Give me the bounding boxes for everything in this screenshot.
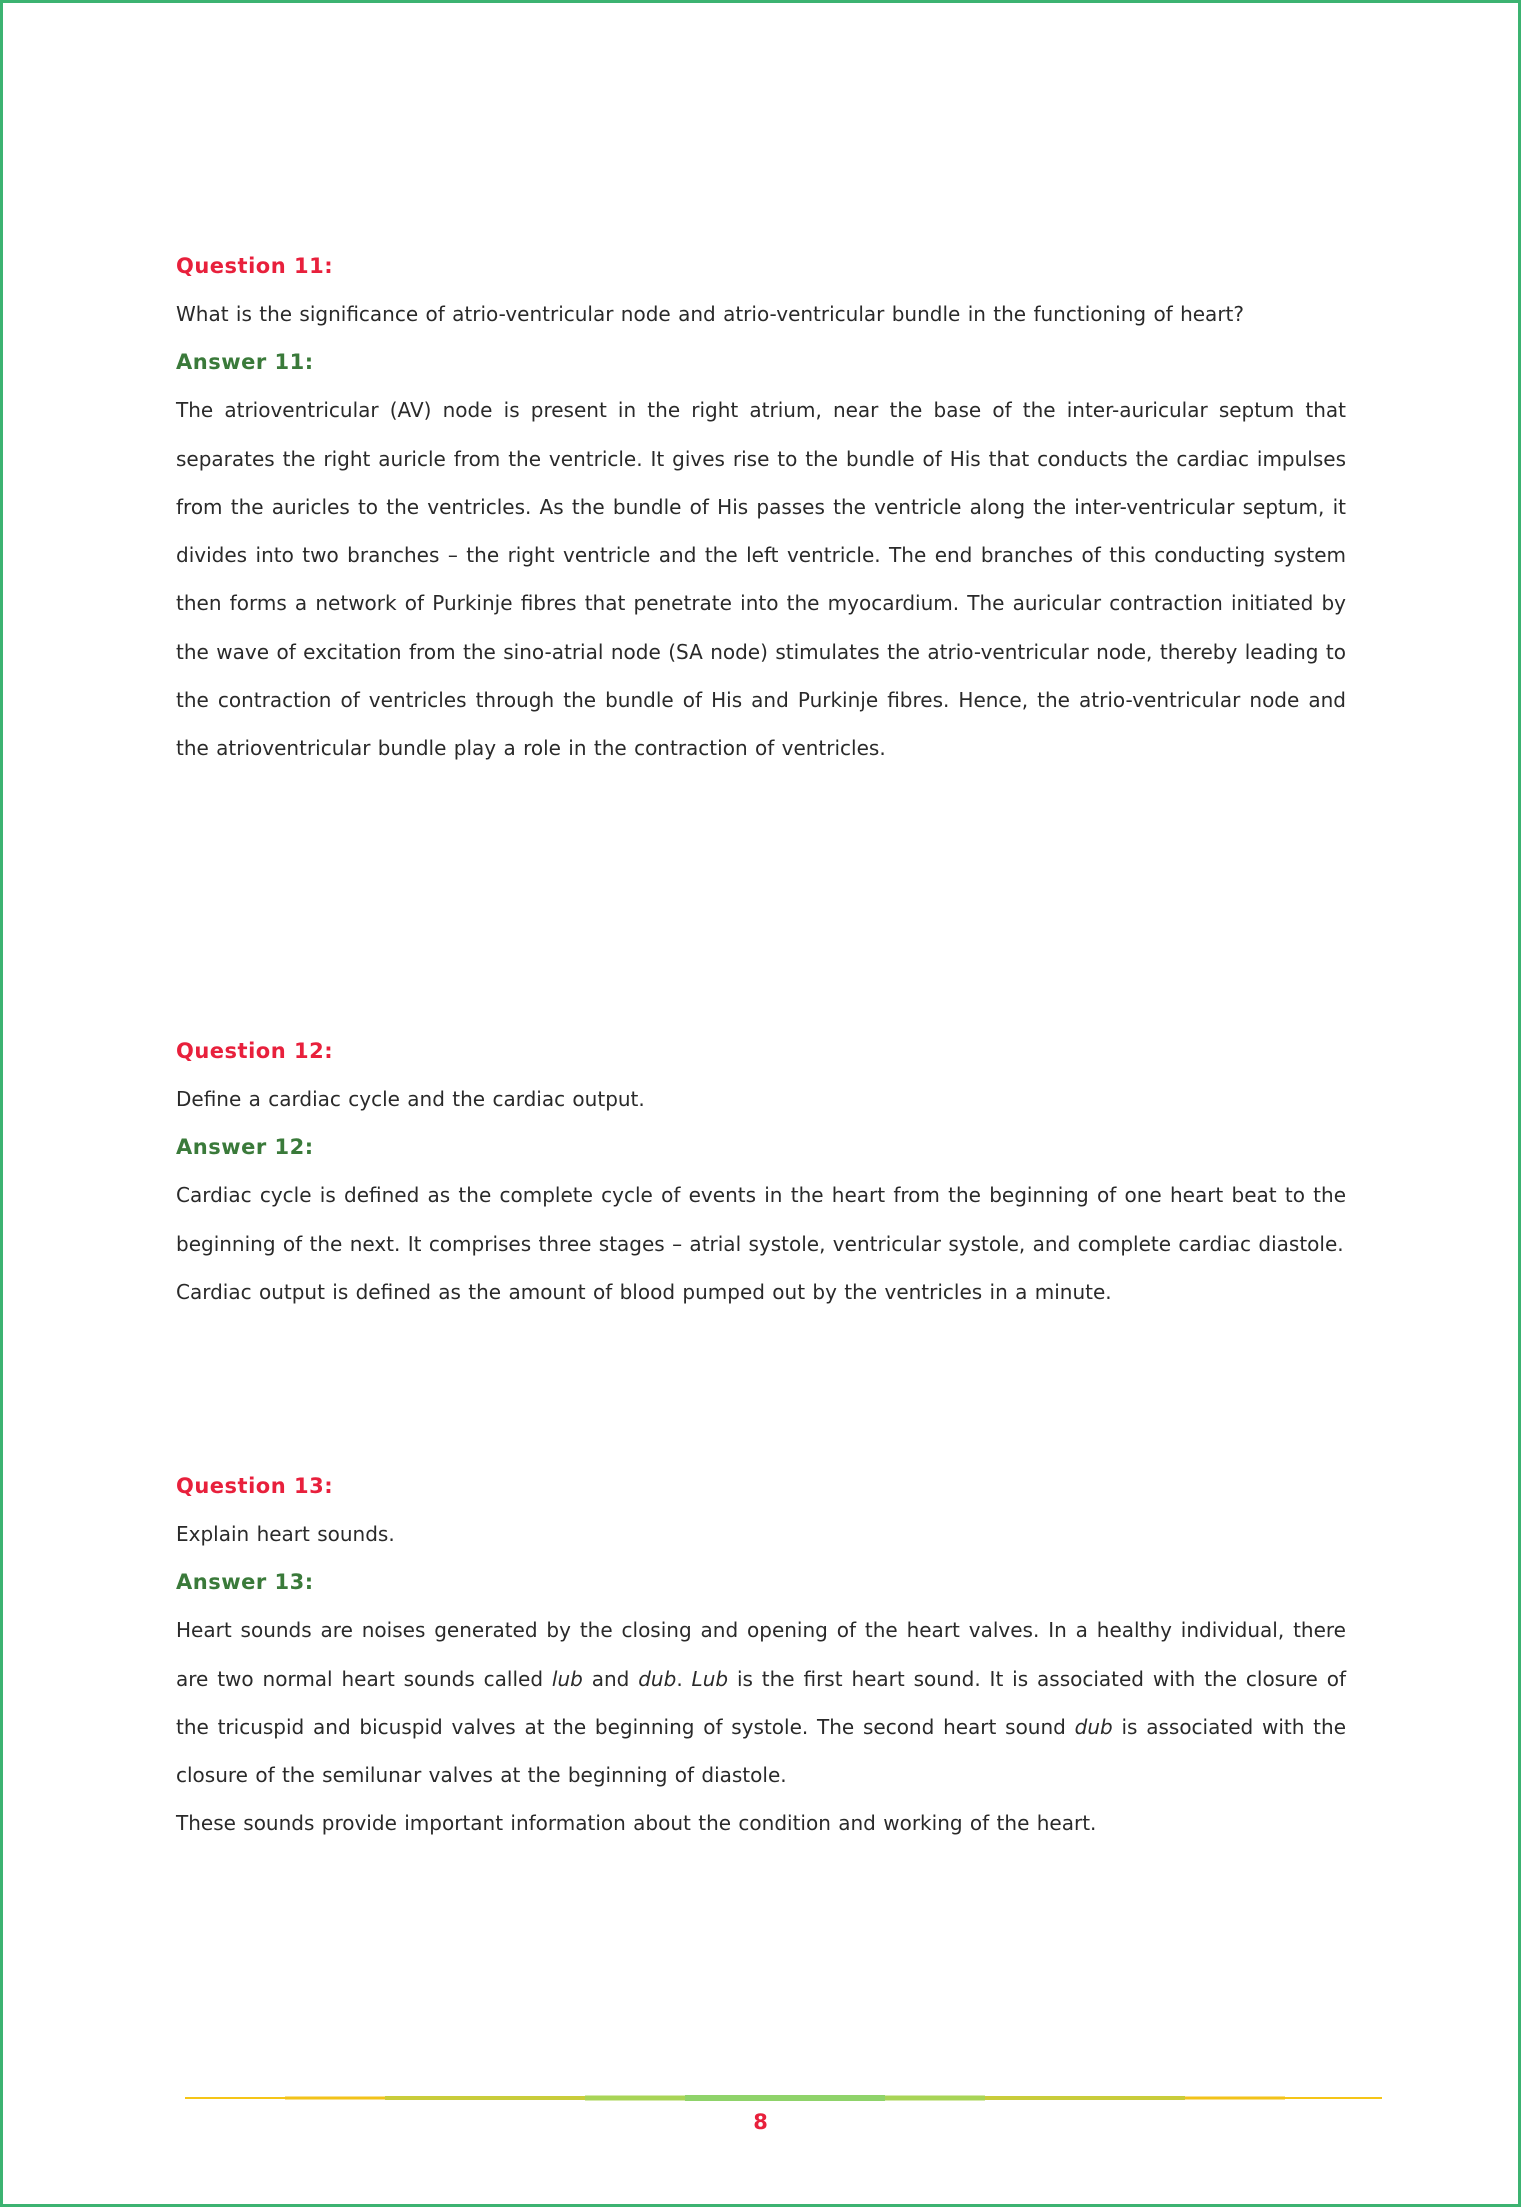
term-lub-capital: Lub <box>691 1666 729 1691</box>
question-11-text: What is the significance of atrio-ventricular node and atrio-ventricular bundle in the functioning of heart? <box>176 302 1244 326</box>
text-segment: is associated with the closure of the semilunar valves at the beginning of diastole. <box>176 1714 1346 1788</box>
question-11-label: Question 11: <box>176 254 334 278</box>
question-13-text: Explain heart sounds. <box>176 1522 395 1546</box>
answer-12-paragraph-1: Cardiac cycle is defined as the complete cycle of events in the heart from the beginning of one heart beat to the beginning of the next. It comprises three stages – atrial systole, ventricular systole, and complete cardiac diastole. <box>176 1183 1346 1256</box>
answer-13-label: Answer 13: <box>176 1570 314 1595</box>
footer-rule <box>185 2094 1382 2102</box>
text-segment: is the first heart sound. It is associated with the closure of the tricuspid and bicuspid valves at the beginning of systole. The second heart sound <box>176 1666 1347 1739</box>
term-dub: dub <box>638 1666 677 1691</box>
text-segment: and <box>582 1666 639 1691</box>
question-11-section <box>176 242 1346 773</box>
question-12-label: Question 12: <box>176 1039 334 1063</box>
text-segment: . <box>676 1666 692 1691</box>
question-12-section <box>176 1027 1346 1316</box>
answer-13-paragraph-2: These sounds provide important information about the condition and working of the heart. <box>176 1811 1097 1836</box>
text-segment: Heart sounds are noises generated by the closing and opening of the heart valves. In a healthy individual, there are two normal heart sounds called <box>176 1618 1346 1691</box>
answer-12-paragraph-2: Cardiac output is defined as the amount of blood pumped out by the ventricles in a minute. <box>176 1279 1112 1304</box>
term-lub: lub <box>551 1666 583 1691</box>
answer-13-paragraph-1 <box>176 1606 1346 1799</box>
question-13-section <box>176 1462 1346 1848</box>
question-13-label: Question 13: <box>176 1474 334 1498</box>
answer-12-label: Answer 12: <box>176 1135 314 1160</box>
question-12-text: Define a cardiac cycle and the cardiac output. <box>176 1087 645 1111</box>
answer-11-label: Answer 11: <box>176 350 314 375</box>
answer-11-text: The atrioventricular (AV) node is present in the right atrium, near the base of the inter-auricular septum that separates the right auricle from the ventricle. It gives rise to the bundle of His that conducts the cardiac impulses from the auricles to the ventricles. As the bundle of His passes the ventricle along the inter-ventricular septum, it divides into two branches – the right ventricle and the left ventricle. The end branches of this conducting system then forms a network of Purkinje fibres that penetrate into the myocardium. The auricular contraction initiated by the wave of excitation from the sino-atrial node (SA node) stimulates the atrio-ventricular node, thereby leading to the contraction of ventricles through the bundle of His and Purkinje fibres. Hence, the atrio-ventricular node and the atrioventricular bundle play a role in the contraction of ventricles. <box>176 398 1346 761</box>
term-dub: dub <box>1074 1714 1113 1739</box>
page-number: 8 <box>753 2110 768 2134</box>
